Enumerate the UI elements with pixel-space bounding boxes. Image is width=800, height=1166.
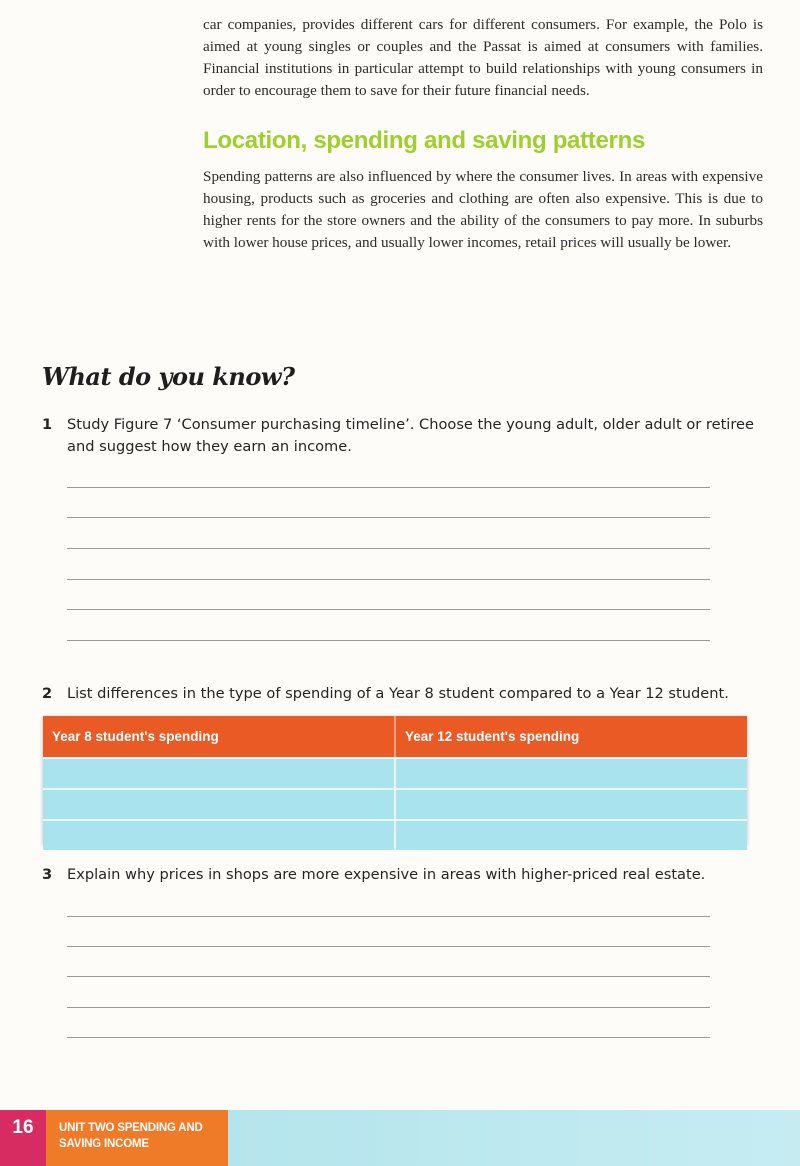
answer-line[interactable] [67,517,710,518]
table-cell[interactable] [43,790,394,819]
spending-comparison-table [43,716,747,844]
section-heading: Location, spending and saving patterns [203,127,645,154]
answer-line[interactable] [67,916,710,917]
answer-line[interactable] [67,609,710,610]
answer-line[interactable] [67,1037,710,1038]
answer-line[interactable] [67,640,710,641]
table-cell[interactable] [394,821,747,850]
intro-paragraph: car companies, provides different cars for different consumers. For example, the Polo is aimed at young singles or couples and the Passat is aimed at consumers with families. Financial institutions in particular attempt to build relationships with young consumers in order to encourage them to save for their future financial needs. [203,16,763,99]
table-header-row [43,716,747,757]
section-paragraph: Spending patterns are also influenced by where the consumer lives. In areas with expensive housing, products such as groceries and clothing are often also expensive. This is due to higher rents for the store owners and the ability of the consumers to pay more. In suburbs with lower house prices, and usually lower incomes, retail prices will usually be lower. [203,168,763,251]
table-cell[interactable] [394,790,747,819]
unit-label-line: UNIT TWO SPENDING AND [59,1122,203,1134]
question-2 [42,683,754,705]
answer-line[interactable] [67,579,710,580]
table-header-year8: Year 8 student's spending [52,729,219,744]
table-cell[interactable] [43,759,394,788]
question-text: Explain why prices in shops are more expensive in areas with higher-priced real estate. [67,866,706,883]
answer-line[interactable] [67,1007,710,1008]
unit-label [46,1110,228,1166]
question-number: 2 [42,685,53,702]
question-text: Study Figure 7 ‘Consumer purchasing timeline’. Choose the young adult, older adult or retiree and suggest how they earn an income. [67,416,754,455]
table-row [43,788,747,819]
answer-line[interactable] [67,946,710,947]
answer-line[interactable] [67,487,710,488]
what-do-you-know-title: What do you know? [42,362,295,391]
question-text: List differences in the type of spending of a Year 8 student compared to a Year 12 student. [67,685,729,702]
answer-line[interactable] [67,548,710,549]
table-header-year12: Year 12 student's spending [394,716,747,757]
page-number: 16 [0,1110,46,1166]
table-row [43,819,747,850]
unit-label-line: SAVING INCOME [59,1138,149,1150]
question-1 [42,414,754,458]
question-number: 3 [42,866,53,883]
table-cell[interactable] [394,759,747,788]
table-row [43,757,747,788]
question-3 [42,864,754,886]
question-number: 1 [42,416,53,433]
table-cell[interactable] [43,821,394,850]
answer-line[interactable] [67,976,710,977]
